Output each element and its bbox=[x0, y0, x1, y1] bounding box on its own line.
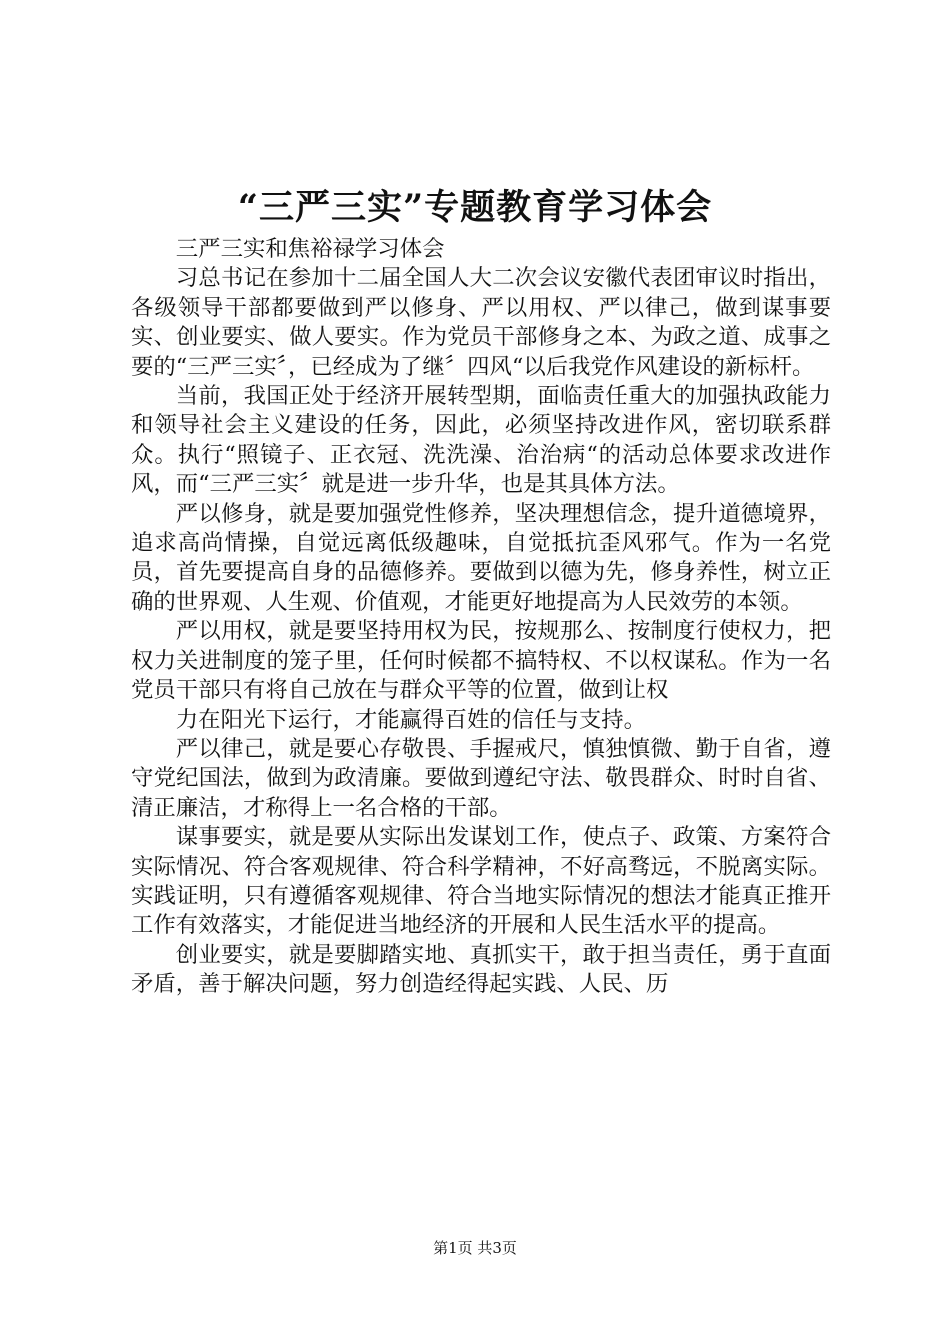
paragraph: 谋事要实，就是要从实际出发谋划工作，使点子、政策、方案符合实际情况、符合客观规律、符合科学精神，不好高骛远，不脱离实际。实践证明，只有遵循客观规律、符合当地实际情况的想法才能真正推开工作有效落实，才能促进当地经济的开展和人民生活水平的提高。 bbox=[131, 824, 831, 939]
paragraph: 严以修身，就是要加强党性修养，坚决理想信念，提升道德境界，追求高尚情操，自觉远离低级趣味，自觉抵抗歪风邪气。作为一名党员，首先要提高自身的品德修养。要做到以德为先，修身养性，树立正确的世界观、人生观、价值观，才能更好地提高为人民效劳的本领。 bbox=[131, 500, 831, 615]
paragraph: 严以律己，就是要心存敬畏、手握戒尺，慎独慎微、勤于自省，遵守党纪国法，做到为政清廉。要做到遵纪守法、敬畏群众、时时自省、清正廉洁，才称得上一名合格的干部。 bbox=[131, 735, 831, 821]
document-body bbox=[131, 235, 831, 1000]
document-title: “三严三实”专题教育学习体会 bbox=[237, 187, 713, 228]
paragraph: 习总书记在参加十二届全国人大二次会议安徽代表团审议时指出，各级领导干部都要做到严以修身、严以用权、严以律己，做到谋事要实、创业要实、做人要实。作为党员干部修身之本、为政之道、成事之要的“三严三实〞，已经成为了继〞四风“以后我党作风建设的新标杆。 bbox=[131, 265, 831, 380]
page-number-footer: 第1页 共3页 bbox=[433, 1239, 517, 1257]
paragraph-subtitle: 三严三实和焦裕禄学习体会 bbox=[175, 236, 445, 262]
paragraph: 当前，我国正处于经济开展转型期，面临责任重大的加强执政能力和领导社会主义建设的任务，因此，必须坚持改进作风，密切联系群众。执行“照镜子、正衣冠、洗洗澡、治治病“的活动总体要求改进作风，而“三严三实〞就是进一步升华，也是其具体方法。 bbox=[131, 383, 831, 498]
paragraph: 力在阳光下运行，才能赢得百姓的信任与支持。 bbox=[175, 706, 646, 733]
paragraph: 创业要实，就是要脚踏实地、真抓实干，敢于担当责任，勇于直面矛盾，善于解决问题，努力创造经得起实践、人民、历 bbox=[131, 941, 831, 998]
paragraph: 严以用权，就是要坚持用权为民，按规那么、按制度行使权力，把权力关进制度的笼子里，任何时候都不搞特权、不以权谋私。作为一名党员干部只有将自己放在与群众平等的位置，做到让权 bbox=[131, 618, 831, 704]
